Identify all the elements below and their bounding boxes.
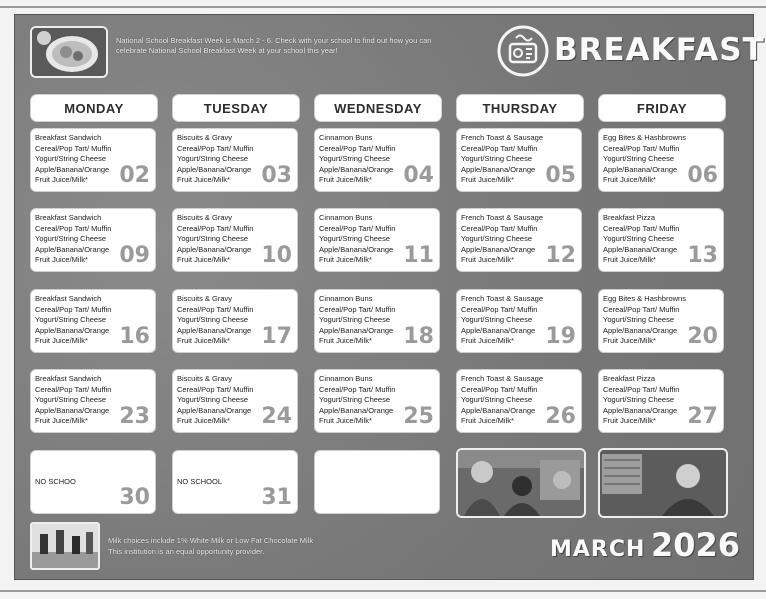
menu-item: Fruit Juice/Milk*: [319, 416, 372, 425]
entree-item: Egg Bites & Hashbrowns: [603, 133, 686, 142]
menu-item: Apple/Banana/Orange: [603, 405, 678, 415]
entree-item: Cinnamon Buns: [319, 294, 373, 303]
menu-item: Yogurt/String Cheese: [319, 395, 391, 404]
footer-note: [108, 535, 313, 557]
menu-item: Apple/Banana/Orange: [461, 405, 536, 415]
menu-item: Yogurt/String Cheese: [319, 315, 391, 324]
day-cell-05: [456, 128, 582, 192]
milk-choices-note: Milk choices include 1% White Milk or Low Fat Chocolate Milk: [108, 536, 314, 545]
menu-item: Fruit Juice/Milk*: [177, 255, 230, 264]
menu-item: Yogurt/String Cheese: [177, 154, 249, 163]
menu-item: Yogurt/String Cheese: [603, 234, 675, 243]
no-school-label: NO SCHOOL: [177, 477, 223, 486]
menu-item: Apple/Banana/Orange: [35, 325, 110, 335]
students-photo-right: [598, 448, 728, 518]
menu-item: Fruit Juice/Milk*: [177, 175, 230, 184]
menu-item: Apple/Banana/Orange: [319, 164, 394, 174]
menu-item: Fruit Juice/Milk*: [177, 416, 230, 425]
day-cell-03: [172, 128, 298, 192]
entree-item: Biscuits & Gravy: [177, 374, 233, 383]
menu-item: Yogurt/String Cheese: [177, 395, 249, 404]
students-photo-left: [456, 448, 586, 518]
breakfast-tray-icon: [496, 24, 550, 78]
entree-item: Cinnamon Buns: [319, 374, 373, 383]
menu-item: Cereal/Pop Tart/ Muffin: [35, 384, 112, 394]
equal-opportunity-note: This institution is an equal opportunity provider.: [108, 547, 265, 556]
day-header-wednesday: WEDNESDAY: [314, 94, 442, 122]
kids-breakfast-photo: [30, 522, 100, 570]
menu-item: Yogurt/String Cheese: [461, 234, 533, 243]
menu-item: Apple/Banana/Orange: [177, 325, 252, 335]
day-cell-16: [30, 289, 156, 353]
year-label: 2026: [651, 526, 741, 564]
menu-item: Apple/Banana/Orange: [603, 164, 678, 174]
menu-item: Apple/Banana/Orange: [35, 405, 110, 415]
menu-item: Fruit Juice/Milk*: [35, 336, 88, 345]
menu-item: Apple/Banana/Orange: [35, 244, 110, 254]
menu-item: Cereal/Pop Tart/ Muffin: [177, 143, 254, 153]
date-number: 04: [403, 163, 434, 188]
entree-item: Cinnamon Buns: [319, 213, 373, 222]
menu-item: Yogurt/String Cheese: [319, 154, 391, 163]
day-cell-20: [598, 289, 724, 353]
menu-item: Yogurt/String Cheese: [319, 234, 391, 243]
menu-item: Yogurt/String Cheese: [35, 154, 107, 163]
menu-item: Cereal/Pop Tart/ Muffin: [177, 304, 254, 314]
day-header-tuesday: TUESDAY: [172, 94, 300, 122]
date-number: 03: [261, 163, 292, 188]
entree-item: Breakfast Sandwich: [35, 294, 102, 303]
day-cell-06: [598, 128, 724, 192]
date-number: 18: [403, 324, 434, 349]
day-cell-27: [598, 369, 724, 433]
day-cell-12: [456, 208, 582, 272]
date-number: 31: [261, 485, 292, 510]
entree-item: Breakfast Sandwich: [35, 213, 102, 222]
menu-item: Fruit Juice/Milk*: [603, 416, 656, 425]
menu-item: Fruit Juice/Milk*: [35, 416, 88, 425]
date-number: 27: [687, 404, 718, 429]
menu-item: Fruit Juice/Milk*: [461, 416, 514, 425]
entree-item: French Toast & Sausage: [461, 374, 543, 383]
menu-item: Yogurt/String Cheese: [177, 234, 249, 243]
menu-item: Fruit Juice/Milk*: [461, 336, 514, 345]
menu-item: Fruit Juice/Milk*: [319, 336, 372, 345]
menu-item: Apple/Banana/Orange: [319, 325, 394, 335]
date-number: 06: [687, 163, 718, 188]
menu-item: Cereal/Pop Tart/ Muffin: [603, 384, 680, 394]
menu-item: Cereal/Pop Tart/ Muffin: [35, 304, 112, 314]
date-number: 12: [545, 243, 576, 268]
day-cell-25: [314, 369, 440, 433]
day-header-friday: FRIDAY: [598, 94, 726, 122]
menu-item: Yogurt/String Cheese: [177, 315, 249, 324]
day-cell-10: [172, 208, 298, 272]
entree-item: Breakfast Pizza: [603, 213, 656, 222]
menu-item: Fruit Juice/Milk*: [461, 255, 514, 264]
day-header-monday: MONDAY: [30, 94, 158, 122]
day-cell-24: [172, 369, 298, 433]
day-cell-13: [598, 208, 724, 272]
menu-item: Cereal/Pop Tart/ Muffin: [603, 304, 680, 314]
date-number: 24: [261, 404, 292, 429]
date-number: 05: [545, 163, 576, 188]
date-number: 10: [261, 243, 292, 268]
menu-item: Yogurt/String Cheese: [35, 315, 107, 324]
day-cell-02: [30, 128, 156, 192]
entree-item: Biscuits & Gravy: [177, 213, 233, 222]
menu-item: Fruit Juice/Milk*: [603, 175, 656, 184]
menu-item: Yogurt/String Cheese: [603, 395, 675, 404]
menu-item: Apple/Banana/Orange: [461, 244, 536, 254]
entree-item: French Toast & Sausage: [461, 133, 543, 142]
menu-item: Cereal/Pop Tart/ Muffin: [461, 223, 538, 233]
date-number: 16: [119, 324, 150, 349]
entree-item: Breakfast Pizza: [603, 374, 656, 383]
menu-item: Apple/Banana/Orange: [461, 325, 536, 335]
menu-item: Cereal/Pop Tart/ Muffin: [319, 384, 396, 394]
menu-item: Cereal/Pop Tart/ Muffin: [461, 304, 538, 314]
menu-item: Yogurt/String Cheese: [461, 395, 533, 404]
breakfast-brand: [496, 24, 765, 76]
entree-item: Biscuits & Gravy: [177, 294, 233, 303]
menu-item: Cereal/Pop Tart/ Muffin: [35, 223, 112, 233]
date-number: 11: [403, 243, 434, 268]
day-cell-11: [314, 208, 440, 272]
menu-item: Fruit Juice/Milk*: [319, 175, 372, 184]
page-edge-top: [0, 6, 766, 8]
date-number: 13: [687, 243, 718, 268]
menu-item: Fruit Juice/Milk*: [35, 255, 88, 264]
menu-item: Cereal/Pop Tart/ Muffin: [461, 384, 538, 394]
month-year: [550, 526, 740, 564]
menu-item: Apple/Banana/Orange: [319, 244, 394, 254]
menu-item: Apple/Banana/Orange: [461, 164, 536, 174]
menu-item: Cereal/Pop Tart/ Muffin: [35, 143, 112, 153]
menu-item: Cereal/Pop Tart/ Muffin: [603, 143, 680, 153]
menu-item: Fruit Juice/Milk*: [177, 336, 230, 345]
day-cell-19: [456, 289, 582, 353]
menu-item: Cereal/Pop Tart/ Muffin: [177, 223, 254, 233]
date-number: 09: [119, 243, 150, 268]
entree-item: Egg Bites & Hashbrowns: [603, 294, 686, 303]
day-header-thursday: THURSDAY: [456, 94, 584, 122]
menu-item: Fruit Juice/Milk*: [35, 175, 88, 184]
menu-item: Apple/Banana/Orange: [603, 244, 678, 254]
date-number: 23: [119, 404, 150, 429]
breakfast-plate-photo: [30, 26, 108, 78]
entree-item: French Toast & Sausage: [461, 213, 543, 222]
month-label: MARCH: [550, 537, 646, 562]
menu-item: Cereal/Pop Tart/ Muffin: [319, 304, 396, 314]
date-number: 26: [545, 404, 576, 429]
menu-item: Fruit Juice/Milk*: [319, 255, 372, 264]
page-edge-bottom: [0, 590, 766, 592]
day-cell-18: [314, 289, 440, 353]
menu-item: Apple/Banana/Orange: [177, 164, 252, 174]
menu-item: Yogurt/String Cheese: [35, 395, 107, 404]
date-number: 30: [119, 485, 150, 510]
menu-item: Apple/Banana/Orange: [177, 405, 252, 415]
date-number: 25: [403, 404, 434, 429]
menu-item: Fruit Juice/Milk*: [603, 336, 656, 345]
menu-item: Apple/Banana/Orange: [35, 164, 110, 174]
day-cell-26: [456, 369, 582, 433]
breakfast-week-notice: National School Breakfast Week is March 2 - 6. Check with your school to find out how you can celebrate National School Breakfast Week at your school this year!: [116, 36, 432, 55]
no-school-label: NO SCHOO: [35, 477, 76, 486]
menu-item: Yogurt/String Cheese: [603, 315, 675, 324]
page-title: BREAKFAST: [554, 32, 765, 68]
menu-item: Apple/Banana/Orange: [603, 325, 678, 335]
date-number: 02: [119, 163, 150, 188]
entree-item: Biscuits & Gravy: [177, 133, 233, 142]
menu-item: Yogurt/String Cheese: [461, 154, 533, 163]
menu-item: Apple/Banana/Orange: [177, 244, 252, 254]
entree-item: French Toast & Sausage: [461, 294, 543, 303]
day-cell-23: [30, 369, 156, 433]
day-cell-09: [30, 208, 156, 272]
entree-item: Breakfast Sandwich: [35, 133, 102, 142]
menu-item: Fruit Juice/Milk*: [461, 175, 514, 184]
menu-item: Cereal/Pop Tart/ Muffin: [461, 143, 538, 153]
menu-item: Cereal/Pop Tart/ Muffin: [319, 143, 396, 153]
menu-item: Yogurt/String Cheese: [461, 315, 533, 324]
menu-item: Yogurt/String Cheese: [35, 234, 107, 243]
menu-item: Fruit Juice/Milk*: [603, 255, 656, 264]
empty-cell: [314, 450, 440, 514]
menu-item: Cereal/Pop Tart/ Muffin: [319, 223, 396, 233]
day-cell-17: [172, 289, 298, 353]
entree-item: Breakfast Sandwich: [35, 374, 102, 383]
day-cell-30: [30, 450, 156, 514]
date-number: 17: [261, 324, 292, 349]
menu-item: Cereal/Pop Tart/ Muffin: [177, 384, 254, 394]
day-cell-31: [172, 450, 298, 514]
menu-item: Apple/Banana/Orange: [319, 405, 394, 415]
menu-item: Cereal/Pop Tart/ Muffin: [603, 223, 680, 233]
date-number: 19: [545, 324, 576, 349]
date-number: 20: [687, 324, 718, 349]
menu-item: Yogurt/String Cheese: [603, 154, 675, 163]
day-cell-04: [314, 128, 440, 192]
entree-item: Cinnamon Buns: [319, 133, 373, 142]
